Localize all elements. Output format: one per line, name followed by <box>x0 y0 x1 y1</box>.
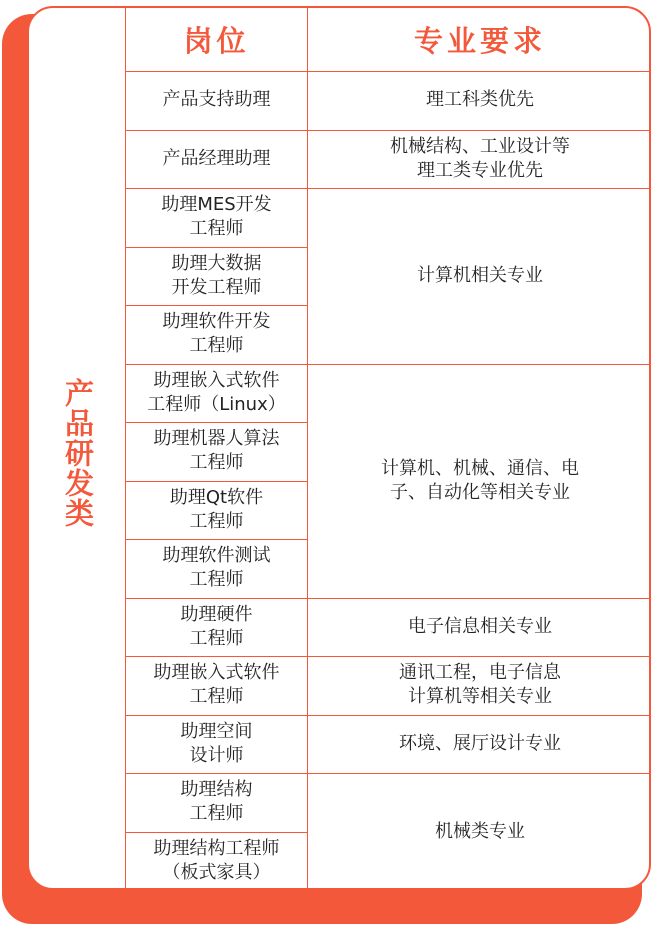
requirement-row-divider <box>307 773 651 774</box>
table-card <box>27 6 651 890</box>
position-row-divider <box>126 656 307 657</box>
requirement-row-divider <box>307 188 651 189</box>
requirement-row-divider <box>307 130 651 131</box>
requirement-row-divider <box>307 715 651 716</box>
position-row-divider <box>126 247 307 248</box>
position-row-divider <box>126 481 307 482</box>
requirement-cell: 电子信息相关专业 <box>408 615 552 637</box>
requirement-cell: 机械类专业 <box>435 820 525 842</box>
position-row-divider <box>126 364 307 365</box>
position-cell: 助理嵌入式软件 工程师（Linux） <box>147 369 286 415</box>
position-row-divider <box>126 832 307 833</box>
position-row-divider <box>126 188 307 189</box>
position-cell: 产品支持助理 <box>162 89 271 111</box>
position-cell: 助理空间 设计师 <box>180 720 253 766</box>
position-cell: 助理结构 工程师 <box>180 779 253 825</box>
position-cell: 助理软件测试 工程师 <box>162 545 271 591</box>
position-row-divider <box>126 305 307 306</box>
requirement-row-divider <box>307 364 651 365</box>
position-row-divider <box>126 130 307 131</box>
position-cell: 助理结构工程师 （板式家具） <box>153 837 280 883</box>
requirement-cell: 通讯工程，电子信息 计算机等相关专业 <box>399 662 561 708</box>
requirement-row-divider <box>307 598 651 599</box>
requirement-cell: 计算机、机械、通信、电 子、自动化等相关专业 <box>381 457 579 503</box>
requirement-cell: 环境、展厅设计专业 <box>399 732 561 754</box>
requirement-cell: 理工科类优先 <box>426 89 534 111</box>
position-row-divider <box>126 773 307 774</box>
position-cell: 助理嵌入式软件 工程师 <box>153 662 280 708</box>
position-cell: 助理硬件 工程师 <box>180 603 253 649</box>
position-cell: 助理Qt软件 工程师 <box>169 486 264 532</box>
position-cell: 助理机器人算法 工程师 <box>153 428 280 474</box>
header-position: 岗位 <box>183 24 250 58</box>
requirement-row-divider <box>307 656 651 657</box>
position-row-divider <box>126 539 307 540</box>
position-cell: 产品经理助理 <box>162 147 271 169</box>
position-cell: 助理MES开发 工程师 <box>161 194 272 240</box>
position-row-divider <box>126 598 307 599</box>
position-row-divider <box>126 715 307 716</box>
position-cell: 助理软件开发 工程师 <box>162 311 271 357</box>
category-label: 产品研发类 <box>61 378 95 528</box>
category-column <box>29 8 126 888</box>
header-requirement: 专业要求 <box>413 24 546 58</box>
requirement-cell: 计算机相关专业 <box>417 264 543 286</box>
position-row-divider <box>126 422 307 423</box>
requirement-cell: 机械结构、工业设计等 理工类专业优先 <box>390 135 570 181</box>
position-cell: 助理大数据 开发工程师 <box>171 252 262 298</box>
